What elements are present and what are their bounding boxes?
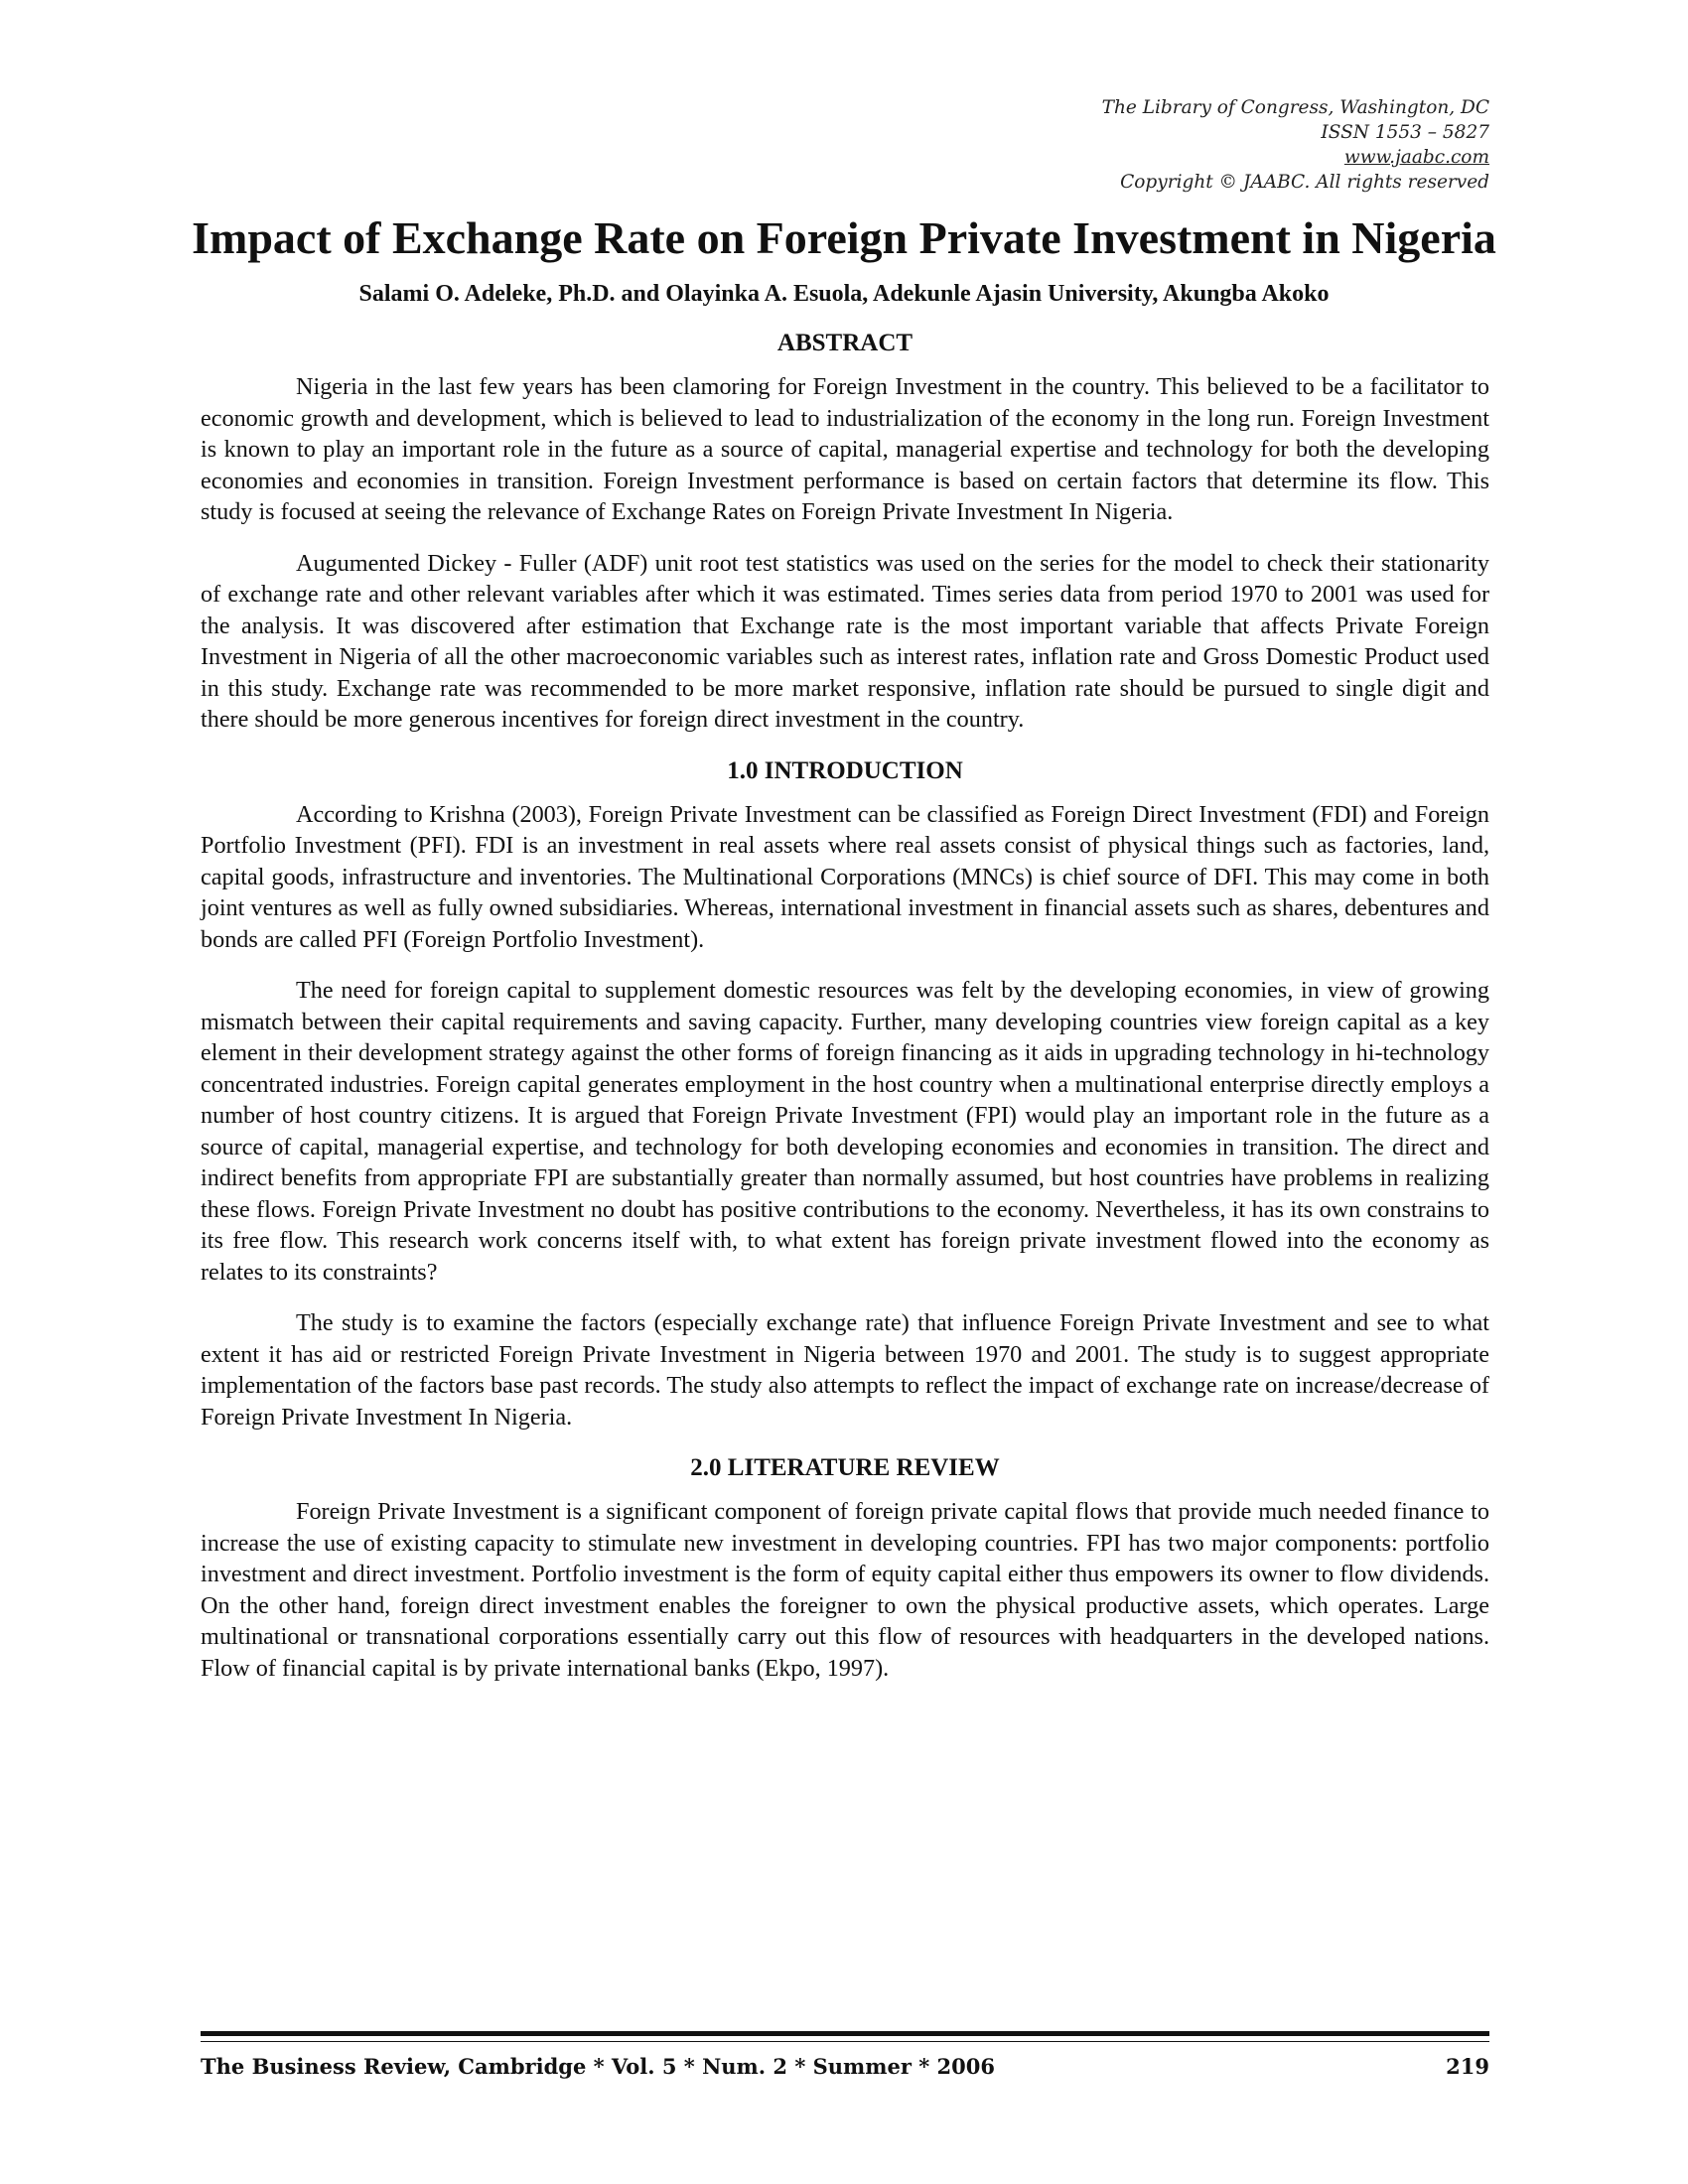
introduction-paragraph: The study is to examine the factors (especially exchange rate) that influence Foreign Private Investment and see to what extent it has aid or restricted Foreign Private Investment in Nigeria between 1970 and 2001. The study is to suggest appropriate implementation of the factors base past records. The study also attempts to reflect the impact of exchange rate on increase/decrease of Foreign Private Investment In Nigeria. [201, 1309, 1489, 1431]
footer-page-number: 219 [1446, 2054, 1489, 2079]
literature-review-paragraph: Foreign Private Investment is a significant component of foreign private capital flows that provide much needed finance to increase the use of existing capacity to stimulate new investment in developing countries. FPI has two major components: portfolio investment and direct investment. Portfolio investment is the form of equity capital either thus empowers its owner to flow dividends. On the other hand, foreign direct investment enables the foreigner to own the physical productive assets, which operates. Large multinational or transnational corporations essentially carry out this flow of resources with headquarters in the developed nations. Flow of financial capital is by private international banks (Ekpo, 1997). [201, 1498, 1489, 1682]
abstract-paragraph: Nigeria in the last few years has been clamoring for Foreign Investment in the country. This believed to be a facilitator to economic growth and development, which is believed to lead to industrialization of the economy in the long run. Foreign Investment is known to play an important role in the future as a source of capital, managerial expertise and technology for both the developing economies and economies in transition. Foreign Investment performance is based on certain factors that determine its flow. This study is focused at seeing the relevance of Exchange Rates on Foreign Private Investment In Nigeria. [201, 373, 1489, 525]
introduction-heading: 1.0 INTRODUCTION [727, 756, 963, 784]
introduction-paragraph: According to Krishna (2003), Foreign Private Investment can be classified as Foreign Direct Investment (FDI) and Foreign Portfolio Investment (PFI). FDI is an investment in real assets where real assets consist of physical things such as factories, land, capital goods, infrastructure and inventories. The Multinational Corporations (MNCs) is chief source of DFI. This may come in both joint ventures as well as fully owned subsidiaries. Whereas, international investment in financial assets such as shares, debentures and bonds are called PFI (Foreign Portfolio Investment). [201, 800, 1489, 953]
footer-journal-citation: The Business Review, Cambridge * Vol. 5 * Num. 2 * Summer * 2006 [201, 2054, 995, 2079]
abstract-heading: ABSTRACT [776, 330, 914, 356]
masthead-issn: ISSN 1553 – 5827 [1321, 122, 1489, 143]
abstract-section [201, 328, 1489, 736]
masthead-library: The Library of Congress, Washington, DC [1101, 97, 1489, 118]
abstract-paragraph: Augumented Dickey - Fuller (ADF) unit root test statistics was used on the series for the model to check their stationarity of exchange rate and other relevant variables after which it was estimated. Times series data from period 1970 to 2001 was used for the analysis. It was discovered after estimation that Exchange rate is the most important variable that affects Private Foreign Investment in Nigeria of all the other macroeconomic variables such as interest rates, inflation rate and Gross Domestic Product used in this study. Exchange rate was recommended to be more market responsive, inflation rate should be pursued to single digit and there should be more generous incentives for foreign direct investment in the country. [201, 549, 1489, 733]
literature-review-heading: 2.0 LITERATURE REVIEW [690, 1454, 1000, 1481]
masthead-website-link[interactable]: www.jaabc.com [1343, 147, 1489, 168]
footer-rule-thin [201, 2041, 1489, 2042]
paper-title: Impact of Exchange Rate on Foreign Private Investment in Nigeria [192, 212, 1496, 263]
footer-rule-thick [201, 2031, 1489, 2036]
masthead-copyright: Copyright © JAABC. All rights reserved [1120, 172, 1489, 193]
paper-authors: Salami O. Adeleke, Ph.D. and Olayinka A. Esuola, Adekunle Ajasin University, Akungba Akoko [358, 281, 1330, 307]
introduction-paragraph: The need for foreign capital to supplement domestic resources was felt by the developing economies, in view of growing mismatch between their capital requirements and saving capacity. Further, many developing countries view foreign capital as a key element in their development strategy against the other forms of foreign financing as it aids in upgrading technology in hi-technology concentrated industries. Foreign capital generates employment in the host country when a multinational enterprise directly employs a number of host country citizens. It is argued that Foreign Private Investment (FPI) would play an important role in the future as a source of capital, managerial expertise, and technology for both developing economies and economies in transition. The direct and indirect benefits from appropriate FPI are substantially greater than normally assumed, but host countries have problems in realizing these flows. Foreign Private Investment no doubt has positive contributions to the economy. Nevertheless, it has its own constrains to its free flow. This research work concerns itself with, to what extent has foreign private investment flowed into the economy as relates to its constraints? [201, 977, 1489, 1286]
introduction-section [201, 755, 1489, 1433]
paper-body [201, 328, 1489, 1704]
masthead [794, 95, 1489, 195]
literature-review-section [201, 1452, 1489, 1684]
